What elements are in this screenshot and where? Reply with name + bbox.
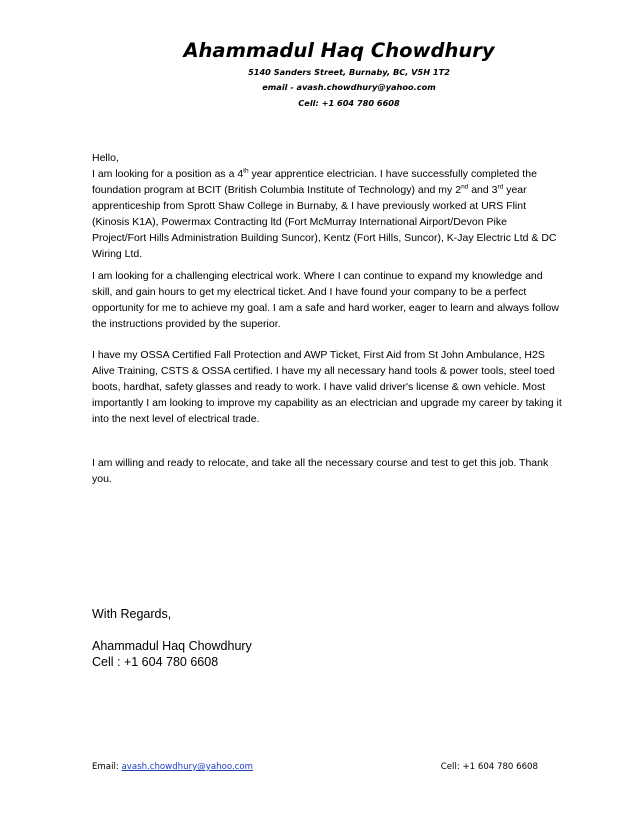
footer-cell: Cell: +1 604 780 6608	[440, 762, 538, 772]
applicant-name-heading: Ahammadul Haq Chowdhury	[183, 39, 495, 62]
letter-closing	[92, 606, 252, 670]
cell-line: Cell: +1 604 780 6608	[298, 98, 400, 108]
signature-cell: Cell : +1 604 780 6608	[92, 655, 219, 669]
email-line: email - avash.chowdhury@yahoo.com	[262, 82, 436, 92]
footer-email: Email: avash.chowdhury@yahoo.com	[92, 762, 254, 772]
paragraph-relocate: I am willing and ready to relocate, and take all the necessary course and test to get this job. Thank you.	[92, 457, 549, 485]
paragraph-goal: I am looking for a challenging electrical work. Where I can continue to expand my knowledge and skill, and gain hours to get my electrical ticket. And I have found your company to be a perfect opportunity for me to achieve my goal. I am a safe and hard worker, eager to learn and always follow the instructions provided by the superior.	[92, 270, 559, 330]
paragraph-intro	[92, 150, 562, 262]
intro-text: I am looking for a position as a 4th year apprentice electrician. I have successfully completed the foundation program at BCIT (British Columbia Institute of Technology) and my 2nd and 3rd year apprenticeship from Sprott Shaw College in Burnaby, & I have previously worked at URS Flint (Kinosis K1A), Powermax Contracting ltd (Fort McMurray International Airport/Devon Pike Project/Fort Hills Administration Building Suncor), Kentz (Fort Hills, Suncor), K-Jay Electric Ltd & DC Wiring Ltd.	[92, 167, 557, 260]
address-line: 5140 Sanders Street, Burnaby, BC, V5H 1T2	[248, 67, 450, 77]
paragraph-certifications: I have my OSSA Certified Fall Protection and AWP Ticket, First Aid from St John Ambulance, H2S Alive Training, CSTS & OSSA certified. I have my all necessary hand tools & power tools, steel toed boots, hardhat, safety glasses and ready to work. I have valid driver's license & own vehicle. Most importantly I am looking to improve my capability as an electrician and upgrade my career by taking it into the next level of electrical trade.	[92, 349, 562, 425]
greeting: Hello,	[92, 152, 119, 164]
footer-email-link[interactable]: avash.chowdhury@yahoo.com	[121, 762, 254, 772]
letterhead	[0, 38, 638, 112]
regards-text: With Regards,	[92, 607, 172, 621]
signature-name: Ahammadul Haq Chowdhury	[92, 639, 252, 653]
